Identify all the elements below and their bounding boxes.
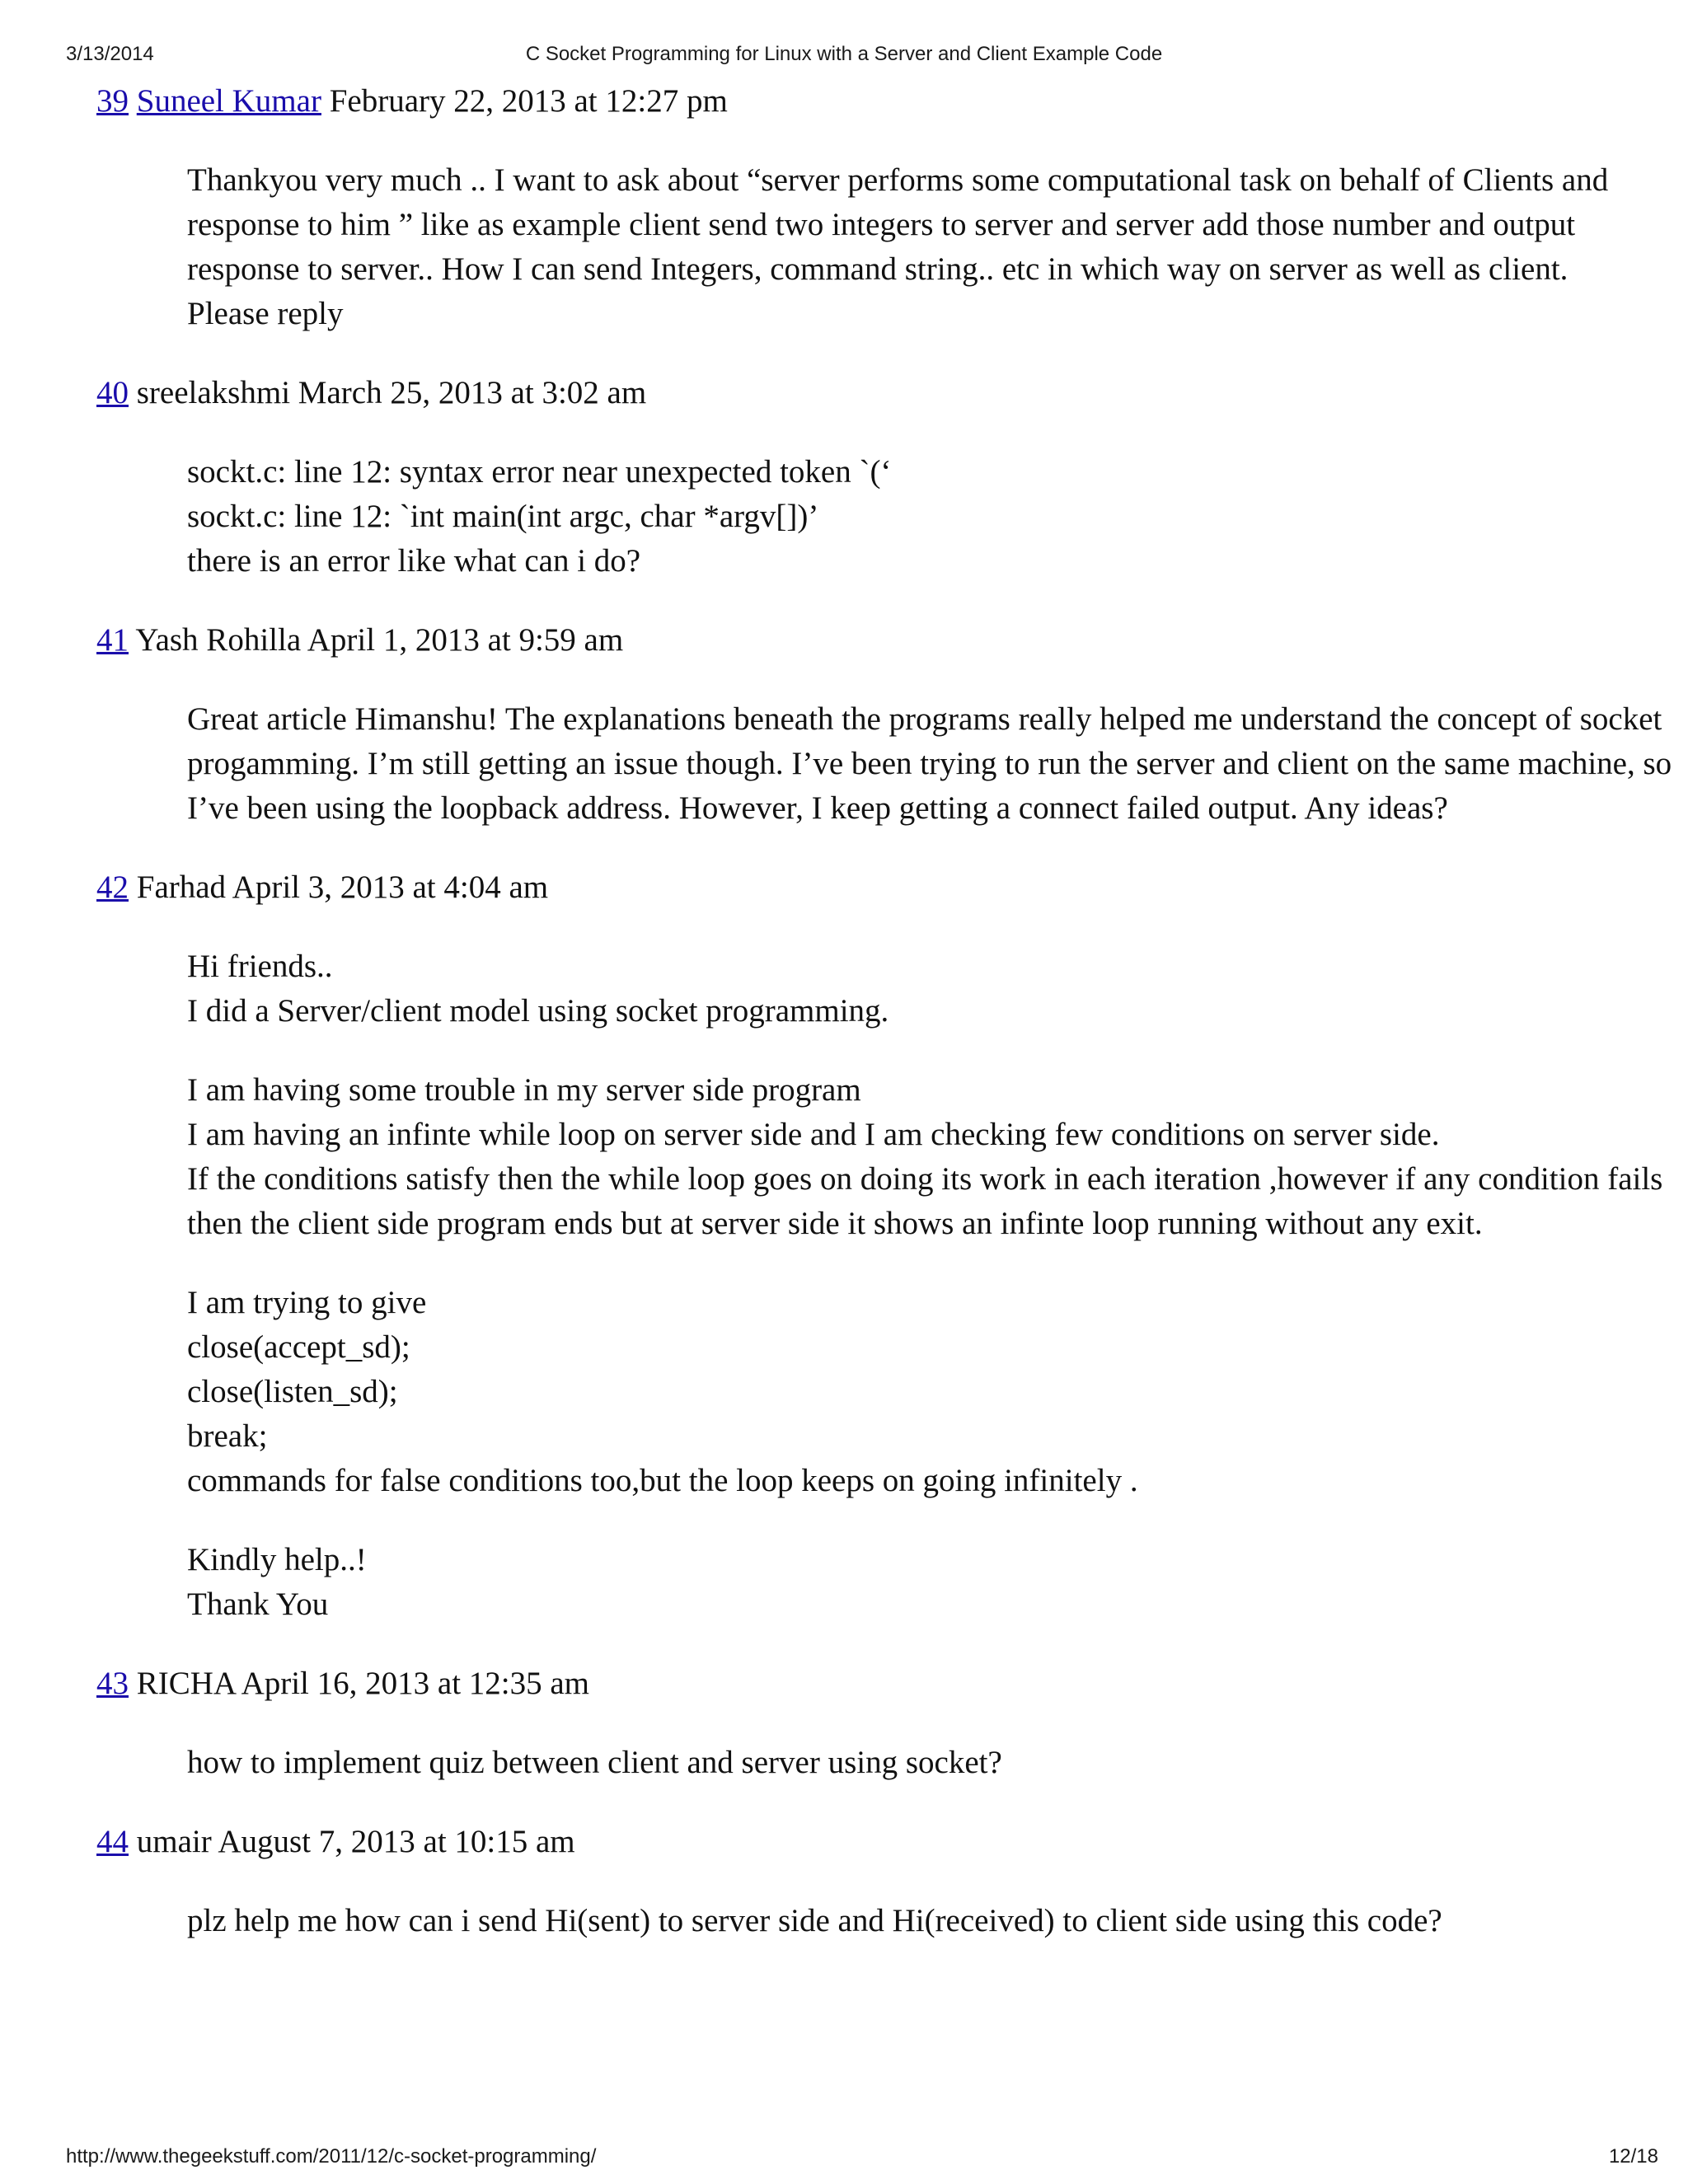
comment-line: there is an error like what can i do? xyxy=(187,543,641,579)
comment-paragraph xyxy=(187,1741,1688,1785)
comment-number-link[interactable]: 39 xyxy=(96,83,129,119)
comment-paragraph xyxy=(187,697,1688,831)
comment-header xyxy=(96,618,1629,663)
comment-paragraph xyxy=(187,944,1688,1033)
comment-body xyxy=(187,158,1688,336)
comment-author: sreelakshmi xyxy=(136,375,291,410)
comment-paragraph xyxy=(187,1281,1688,1503)
comment-number-link[interactable]: 41 xyxy=(96,622,129,658)
comment-line: close(listen_sd); xyxy=(187,1374,398,1409)
comment-line: I am having some trouble in my server side program xyxy=(187,1072,861,1108)
comment-list xyxy=(96,79,1672,1978)
comment-line: plz help me how can i send Hi(sent) to server side and Hi(received) to client side using this code? xyxy=(187,1903,1442,1938)
comment-line: Thank You xyxy=(187,1586,329,1622)
comment-body xyxy=(187,1741,1688,1785)
comment-body xyxy=(187,697,1688,831)
comment-author: Yash Rohilla xyxy=(135,622,302,658)
comment-header xyxy=(96,1661,1629,1706)
comment-paragraph xyxy=(187,450,1688,583)
comment-number-link[interactable]: 44 xyxy=(96,1824,129,1859)
page-url: http://www.thegeekstuff.com/2011/12/c-socket-programming/ xyxy=(66,2145,597,2168)
comment-number-link[interactable]: 42 xyxy=(96,869,129,905)
comment-body xyxy=(187,944,1688,1627)
comment-date: February 22, 2013 at 12:27 pm xyxy=(329,83,728,119)
comment-date: March 25, 2013 at 3:02 am xyxy=(298,375,647,410)
comment-line: Thankyou very much .. I want to ask about “server performs some computational task on behalf of Clients and response to him ” like as example client send two integers to server and server add those number and output response to server.. How I can send Integers, command string.. etc in which way on server as well as client. xyxy=(187,162,1609,287)
comment-line: Hi friends.. xyxy=(187,949,333,984)
comment-header xyxy=(96,1820,1629,1864)
comment-line: Kindly help..! xyxy=(187,1542,367,1577)
comment-line: I did a Server/client model using socket programming. xyxy=(187,993,889,1029)
comment-paragraph xyxy=(187,158,1688,336)
comment-number-link[interactable]: 40 xyxy=(96,375,129,410)
print-date: 3/13/2014 xyxy=(66,43,154,65)
comment-header xyxy=(96,371,1629,415)
comment-number-link[interactable]: 43 xyxy=(96,1666,129,1701)
comment-line: If the conditions satisfy then the while loop goes on doing its work in each iteration ,however if any condition fails then the client side program ends but at server side it shows an infinte loop running without any exit. xyxy=(187,1161,1663,1241)
comment-author: RICHA xyxy=(136,1666,235,1701)
page-number: 12/18 xyxy=(1608,2145,1658,2168)
print-footer xyxy=(0,2145,1688,2173)
comment-author: Farhad xyxy=(136,869,227,905)
comment-body xyxy=(187,1899,1688,1943)
comment-line: break; xyxy=(187,1418,268,1454)
comment-paragraph xyxy=(187,1538,1688,1627)
comment-header xyxy=(96,865,1629,910)
comment-line: close(accept_sd); xyxy=(187,1329,410,1365)
comment-line: Great article Himanshu! The explanations beneath the programs really helped me understand the concept of socket progamming. I’m still getting an issue though. I’ve been trying to run the server and client on the same machine, so I’ve been using the loopback address. However, I keep getting a connect failed output. Any ideas? xyxy=(187,701,1672,826)
comment-line: commands for false conditions too,but the loop keeps on going infinitely . xyxy=(187,1463,1138,1498)
comment-line: sockt.c: line 12: `int main(int argc, char *argv[])’ xyxy=(187,499,819,534)
page-title: C Socket Programming for Linux with a Server and Client Example Code xyxy=(525,43,1163,65)
comment-line: how to implement quiz between client and server using socket? xyxy=(187,1745,1002,1780)
comment-date: August 7, 2013 at 10:15 am xyxy=(218,1824,575,1859)
comment-date: April 16, 2013 at 12:35 am xyxy=(241,1666,590,1701)
comment-date: April 3, 2013 at 4:04 am xyxy=(232,869,549,905)
comment-header xyxy=(96,79,1629,124)
comment-author-link[interactable]: Suneel Kumar xyxy=(136,83,321,119)
comment-line: Please reply xyxy=(187,296,344,331)
print-header xyxy=(0,43,1688,71)
comment-body xyxy=(187,450,1688,583)
comment-line: I am trying to give xyxy=(187,1285,427,1320)
comment-paragraph xyxy=(187,1899,1688,1943)
comment-date: April 1, 2013 at 9:59 am xyxy=(307,622,624,658)
comment-line: I am having an infinte while loop on server side and I am checking few conditions on server side. xyxy=(187,1117,1440,1152)
comment-paragraph xyxy=(187,1068,1688,1246)
comment-line: sockt.c: line 12: syntax error near unexpected token `(‘ xyxy=(187,454,892,490)
comment-author: umair xyxy=(136,1824,212,1859)
